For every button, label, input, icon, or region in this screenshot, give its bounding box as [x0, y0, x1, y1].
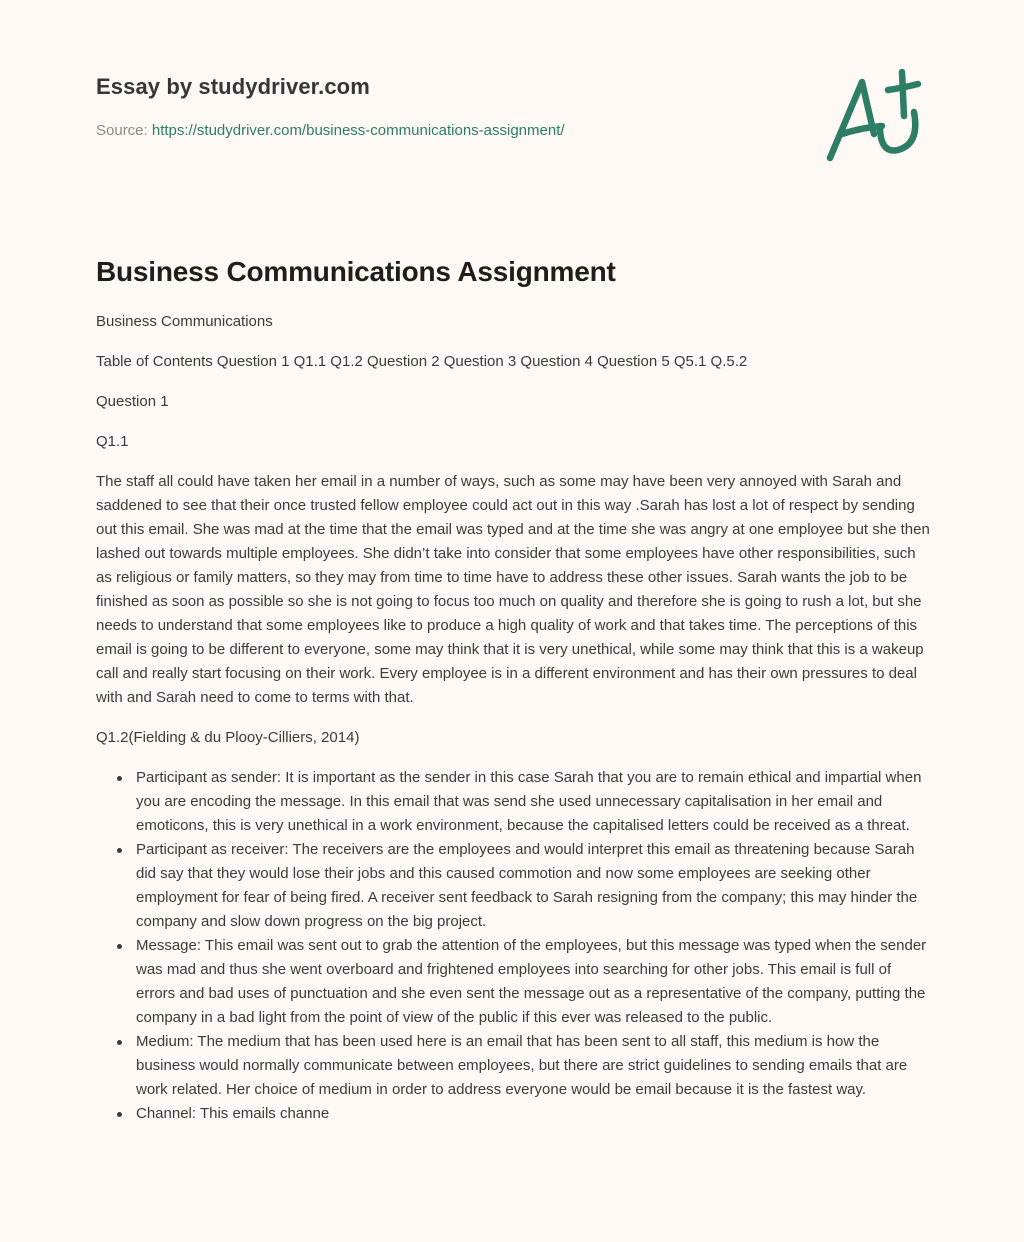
source-line — [96, 122, 796, 139]
source-link[interactable]: https://studydriver.com/business-communications-assignment/ — [151, 122, 565, 139]
list-item-text: Participant as receiver: The receivers are the employees and would interpret this email as threatening because Sarah did say that they would lose their jobs and this caused commotion and now some employees are seeking other employment for fear of being fired. A receiver sent feedback to Sarah resigning from the company; this may hinder the company and slow down progress on the big project. — [136, 841, 918, 930]
bullet-icon — [117, 1112, 122, 1117]
list-item — [136, 1030, 930, 1102]
subquestion-heading: Q1.1 — [96, 433, 129, 450]
list-item-text: Participant as sender: It is important as the sender in this case Sarah that you are to remain ethical and impartial when you are encoding the message. In this email that was send she used unnecessary capitalisation in her email and emoticons, this is very unethical in a work environment, because the capitalised letters could be received as a threat. — [136, 769, 922, 834]
bullet-icon — [117, 1040, 122, 1045]
subtitle-paragraph: Business Communications — [96, 313, 273, 330]
bullet-icon — [117, 776, 122, 781]
page-header — [96, 74, 796, 139]
document-title: Business Communications Assignment — [96, 256, 616, 287]
site-title: Essay by studydriver.com — [96, 74, 370, 99]
bullet-icon — [117, 848, 122, 853]
list-item-text: Medium: The medium that has been used here is an email that has been sent to all staff, this medium is how the business would normally communicate between employees, but there are strict guidelines to sending emails that are work related. Her choice of medium in order to address everyone would be email because it is the fastest way. — [136, 1033, 908, 1098]
subquestion-heading: Q1.2(Fielding & du Plooy-Cilliers, 2014) — [96, 729, 360, 746]
document-body — [96, 256, 930, 1126]
source-label: Source: — [96, 122, 152, 139]
body-paragraph: The staff all could have taken her email in a number of ways, such as some may have been very annoyed with Sarah and saddened to see that their once trusted fellow employee could act out in this way .Sarah has lost a lot of respect by sending out this email. She was mad at the time that the email was typed and at the time she was angry at one employee but she then lashed out towards multiple employees. She didn’t take into consider that some employees have other responsibilities, such as religious or family matters, so they may from time to time have to address these other issues. Sarah wants the job to be finished as soon as possible so she is not going to focus too much on quality and therefore she is going to rush a lot, but she needs to understand that some employees like to produce a high quality of work and that takes time. The perceptions of this email is going to be different to everyone, some may think that it is very unethical, while some may think that this is a wakeup call and really start focusing on their work. Every employee is in a different environment and has their own pressures to deal with and Sarah need to come to terms with that. — [96, 473, 930, 706]
bullet-list — [96, 766, 930, 1126]
a-plus-icon — [822, 68, 926, 164]
list-item-text: Message: This email was sent out to grab the attention of the employees, but this message was typed when the sender was mad and thus she went overboard and frightened employees into searching for other jobs. This email is full of errors and bad uses of punctuation and she even sent the message out as a representative of the company, putting the company in a bad light from the point of view of the public if this ever was released to the public. — [136, 937, 927, 1026]
table-of-contents: Table of Contents Question 1 Q1.1 Q1.2 Question 2 Question 3 Question 4 Question 5 Q5.1 Q.5.2 — [96, 353, 748, 370]
list-item-text: Channel: This emails channe — [136, 1105, 330, 1122]
question-heading: Question 1 — [96, 393, 169, 410]
bullet-icon — [117, 944, 122, 949]
list-item — [136, 1102, 930, 1126]
list-item — [136, 766, 930, 838]
list-item — [136, 934, 930, 1030]
list-item — [136, 838, 930, 934]
